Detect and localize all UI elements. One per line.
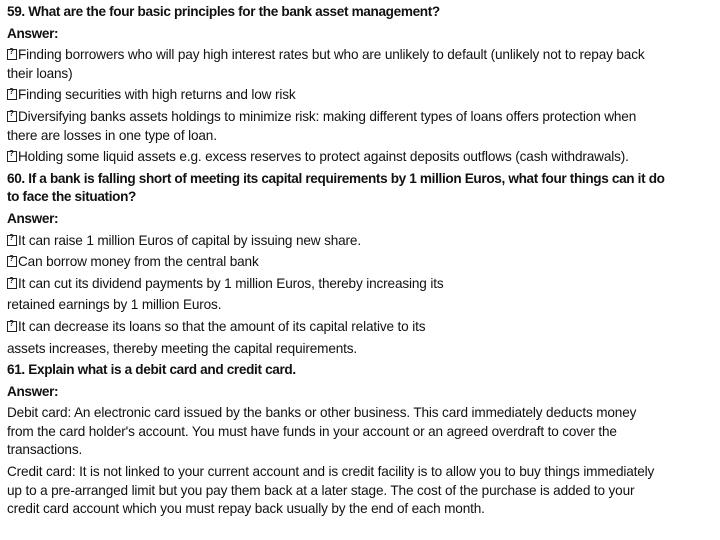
list-item: ?Finding securities with high returns and low risk bbox=[7, 86, 715, 105]
question-61: 61. Explain what is a debit card and credit card. bbox=[7, 362, 296, 378]
debit-card-text: transactions. bbox=[7, 442, 83, 458]
credit-card-text: credit card account which you must repay back usually by the end of each month. bbox=[7, 501, 485, 517]
list-item: ?It can raise 1 million Euros of capital by issuing new share. bbox=[7, 232, 715, 251]
debit-card-text: from the card holder's account. You must have funds in your account or an agreed overdraft to cover the bbox=[7, 423, 617, 439]
list-item-continued: assets increases, thereby meeting the capital requirements. bbox=[7, 340, 358, 356]
list-item: ?Diversifying banks assets holdings to minimize risk: making different types of loans offers protection when bbox=[7, 108, 715, 127]
answer-label-61: Answer: bbox=[7, 383, 59, 399]
missing-glyph-icon bbox=[7, 111, 17, 122]
credit-card-text: Credit card: It is not linked to your current account and is credit facility is to allow you to buy things immediately bbox=[7, 464, 655, 480]
missing-glyph-icon bbox=[7, 235, 17, 246]
question-60-continued: to face the situation? bbox=[7, 189, 137, 205]
list-item: ?It can cut its dividend payments by 1 million Euros, thereby increasing its bbox=[7, 275, 715, 294]
answer-label-60: Answer: bbox=[7, 210, 59, 226]
list-item: ?Holding some liquid assets e.g. excess reserves to protect against deposits outflows (cash withdrawals). bbox=[7, 148, 715, 167]
list-item-continued: retained earnings by 1 million Euros. bbox=[7, 297, 222, 313]
question-60: 60. If a bank is falling short of meeting its capital requirements by 1 million Euros, what four things can it do bbox=[7, 170, 665, 186]
answer-label-59: Answer: bbox=[7, 25, 59, 41]
list-item-continued: their loans) bbox=[7, 65, 73, 81]
missing-glyph-icon bbox=[7, 256, 17, 267]
missing-glyph-icon bbox=[7, 49, 17, 60]
debit-card-text: Debit card: An electronic card issued by the banks or other business. This card immediately deducts money bbox=[7, 405, 637, 421]
list-item-continued: there are losses in one type of loan. bbox=[7, 127, 217, 143]
list-item: ?Finding borrowers who will pay high interest rates but who are unlikely to default (unlikely not to repay back bbox=[7, 46, 715, 65]
missing-glyph-icon bbox=[7, 151, 17, 162]
credit-card-text: up to a pre-arranged limit but you pay them back at a later stage. The cost of the purchase is added to your bbox=[7, 482, 635, 498]
list-item: ?Can borrow money from the central bank bbox=[7, 253, 715, 272]
list-item: ?It can decrease its loans so that the amount of its capital relative to its bbox=[7, 318, 715, 337]
missing-glyph-icon bbox=[7, 321, 17, 332]
missing-glyph-icon bbox=[7, 278, 17, 289]
missing-glyph-icon bbox=[7, 89, 17, 100]
document-page bbox=[7, 3, 715, 519]
question-59: 59. What are the four basic principles for the bank asset management? bbox=[7, 4, 440, 19]
